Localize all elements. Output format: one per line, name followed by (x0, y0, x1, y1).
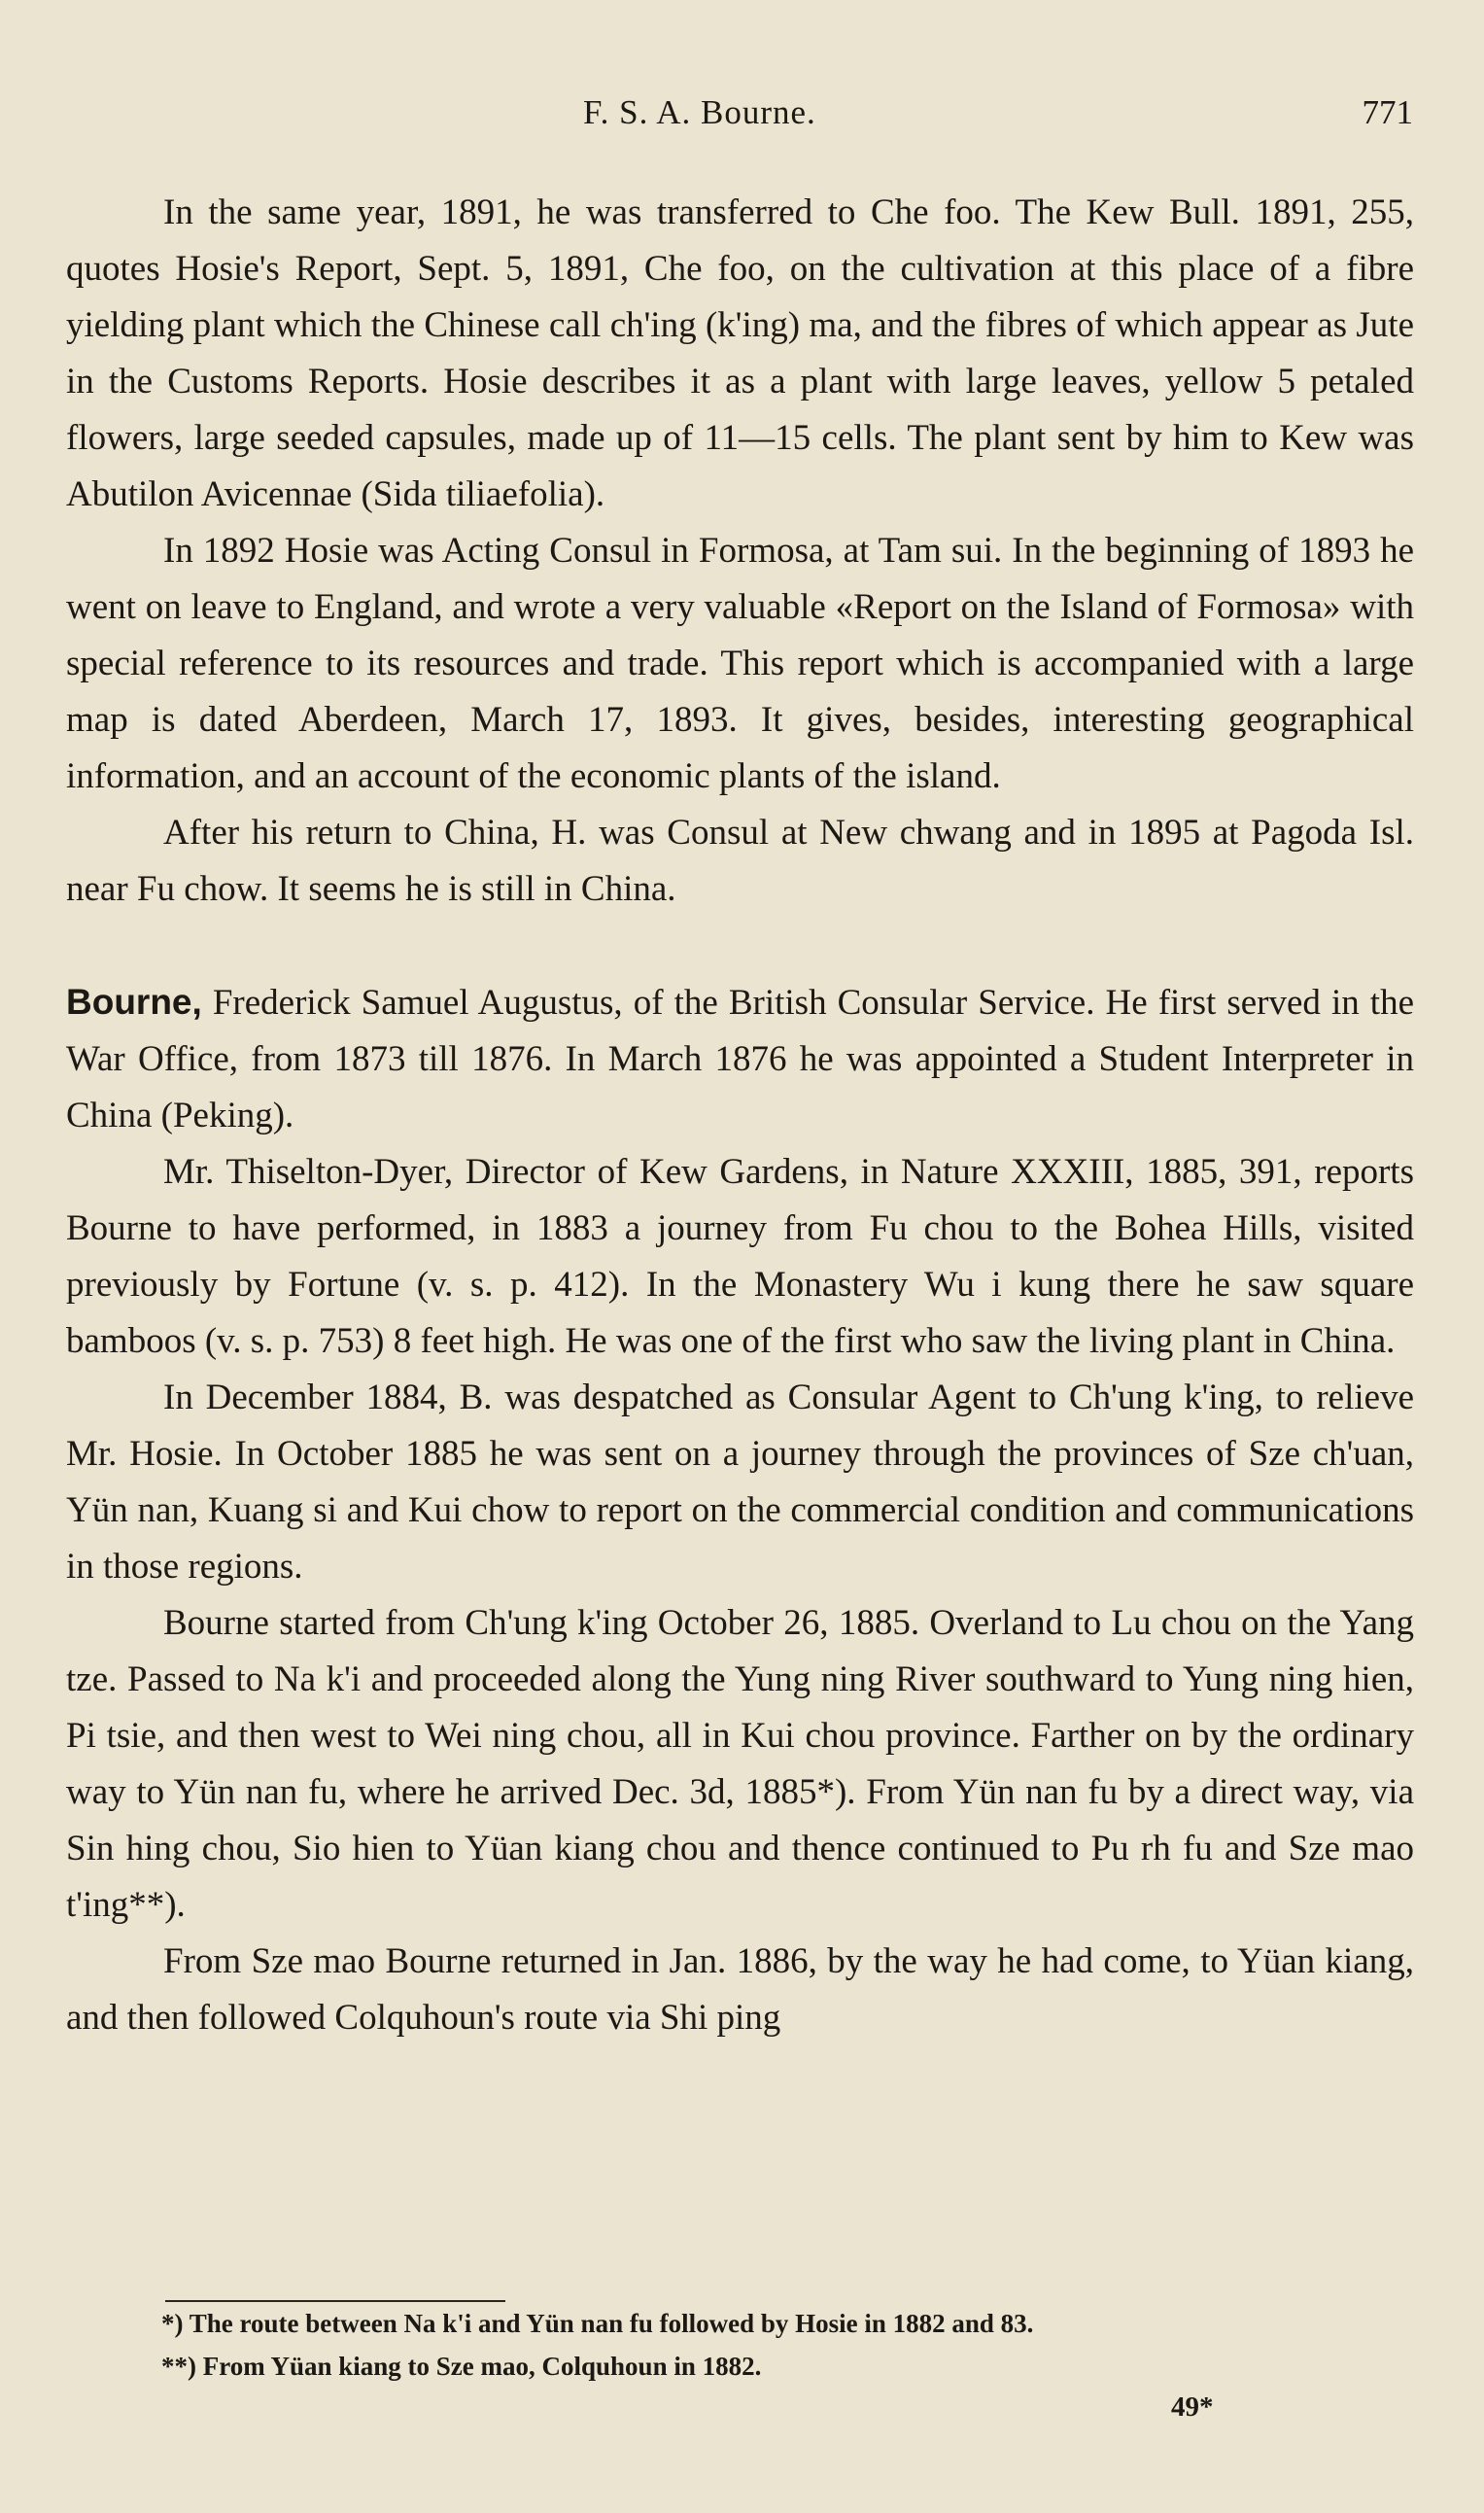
paragraph-return-to-china: After his return to China, H. was Consul at New chwang and in 1895 at Pagoda Isl. near Fu chow. It seems he is still in China. (66, 813, 1414, 909)
running-head: F. S. A. Bourne. (583, 93, 816, 131)
entry-bourne-intro-text: Frederick Samuel Augustus, of the British Consular Service. He first served in the War Office, from 1873 till 1876. In March 1876 he was appointed a Student Interpreter in China (Peking). (66, 983, 1414, 1135)
printer-signature-mark: 49* (1171, 2391, 1214, 2423)
body-text (66, 185, 1414, 2046)
entry-bourne-intro (66, 974, 1414, 1144)
entry-headword: Bourne, (66, 982, 202, 1022)
page-header (0, 93, 1484, 142)
paragraph-consular-agent: In December 1884, B. was despatched as Consular Agent to Ch'ung k'ing, to relieve Mr. Hosie. In October 1885 he was sent on a journey through the provinces of Sze ch'uan, Yün nan, Kuang si and Kui chow to report on the commercial condition and communications in those regions. (66, 1378, 1414, 1587)
footnotes (161, 2302, 1328, 2388)
paragraph-kew-bulletin: In the same year, 1891, he was transferred to Che foo. The Kew Bull. 1891, 255, quotes Hosie's Report, Sept. 5, 1891, Che foo, on the cultivation at this place of a fibre yielding plant which the Chinese call ch'ing (k'ing) ma, and the fibres of which appear as Jute in the Customs Reports. Hosie describes it as a plant with large leaves, yellow 5 petaled flowers, large seeded capsules, made up of 11—15 cells. The plant sent by him to Kew was Abutilon Avicennae (Sida tiliaefolia). (66, 192, 1414, 514)
footnote-1: *) The route between Na k'i and Yün nan fu followed by Hosie in 1882 and 83. (161, 2309, 1034, 2338)
paragraph-journey-route: Bourne started from Ch'ung k'ing October 26, 1885. Overland to Lu chou on the Yang tze. Passed to Na k'i and proceeded along the Yung ning River southward to Yung ning hien, Pi tsie, and then west to Wei ning chou, all in Kui chou province. Farther on by the ordinary way to Yün nan fu, where he arrived Dec. 3d, 1885*). From Yün nan fu by a direct way, via Sin hing chou, Sio hien to Yüan kiang chou and thence continued to Pu rh fu and Sze mao t'ing**). (66, 1603, 1414, 1925)
paragraph-thiselton-dyer: Mr. Thiselton-Dyer, Director of Kew Gardens, in Nature XXXIII, 1885, 391, reports Bourne to have performed, in 1883 a journey from Fu chou to the Bohea Hills, visited previously by Fortune (v. s. p. 412). In the Monastery Wu i kung there he saw square bamboos (v. s. p. 753) 8 feet high. He was one of the first who saw the living plant in China. (66, 1152, 1414, 1361)
footnote-2: **) From Yüan kiang to Sze mao, Colquhoun in 1882. (161, 2352, 762, 2381)
paragraph-formosa: In 1892 Hosie was Acting Consul in Formosa, at Tam sui. In the beginning of 1893 he went on leave to England, and wrote a very valuable «Report on the Island of Formosa» with special reference to its resources and trade. This report which is accompanied with a large map is dated Aberdeen, March 17, 1893. It gives, besides, interesting geographical information, and an account of the economic plants of the island. (66, 531, 1414, 796)
page-number: 771 (1362, 93, 1413, 131)
paragraph-return-journey: From Sze mao Bourne returned in Jan. 1886, by the way he had come, to Yüan kiang, and then followed Colquhoun's route via Shi ping (66, 1941, 1414, 2038)
